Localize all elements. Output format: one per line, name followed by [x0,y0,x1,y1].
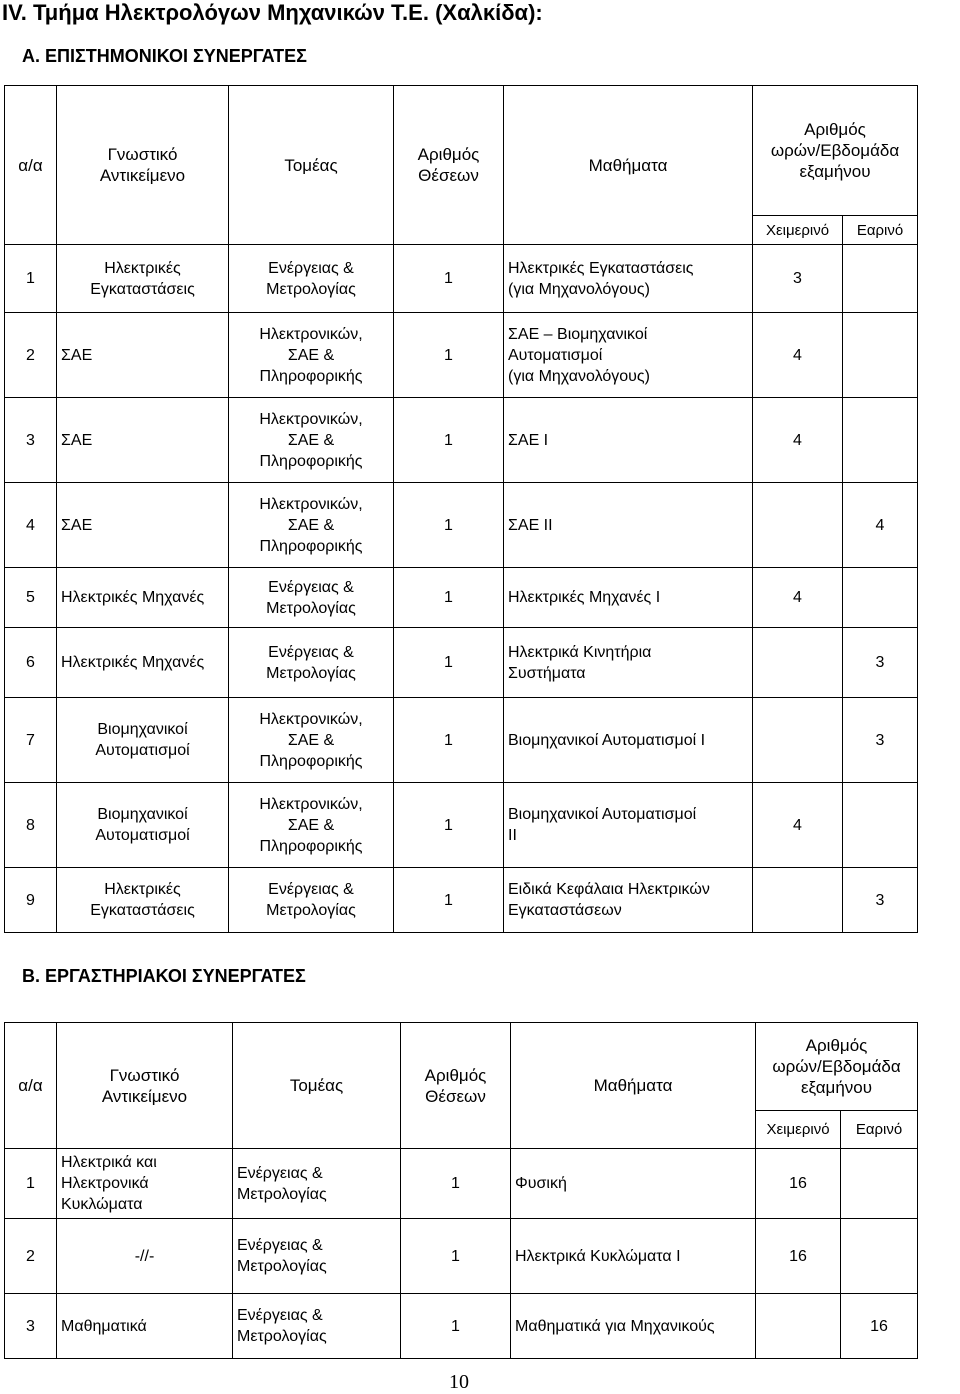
cell-line: ΣΑΕ & [287,346,335,364]
row-number-cell: 2 [5,1219,57,1294]
subject-cell [57,245,229,313]
col-header-courses: Μαθήματα [511,1023,756,1149]
cell-line: Κυκλώματα [61,1196,143,1213]
cell-line: Ηλεκτρικές [104,259,181,277]
subject-cell [57,1219,233,1294]
spring-hours-cell: 3 [843,868,918,933]
cell-line: Ενέργειας & [237,1237,323,1254]
row-number-cell: 2 [5,313,57,398]
cell-line: Μετρολογίας [266,599,356,617]
spring-hours-cell [843,313,918,398]
cell-line: Αυτοματισμοί [95,827,190,844]
sector-cell [233,1149,401,1219]
sector-cell [229,245,394,313]
spring-hours-cell: 3 [843,698,918,783]
course-cell [504,568,753,628]
spring-hours-cell: 4 [843,483,918,568]
cell-line: Ενέργειας & [268,643,354,661]
cell-line: Πληροφορικής [259,452,363,470]
winter-hours-cell: 4 [753,398,843,483]
row-number-cell: 7 [5,698,57,783]
row-number-cell: 9 [5,868,57,933]
row-number-cell: 6 [5,628,57,698]
table-row [5,1149,918,1219]
cell-line: (για Μηχανολόγους) [508,367,650,385]
col-header-subject: Γνωστικό Αντικείμενο [57,1023,233,1149]
winter-hours-cell: 16 [756,1219,841,1294]
cell-line: ΣΑΕ [61,346,93,364]
col-header-winter: Χειμερινό [753,216,843,245]
winter-hours-cell: 3 [753,245,843,313]
positions-cell: 1 [394,398,504,483]
cell-line: Εγκαταστάσεις [90,902,195,919]
course-cell [504,698,753,783]
winter-hours-cell: 4 [753,568,843,628]
positions-cell: 1 [394,868,504,933]
positions-cell: 1 [394,698,504,783]
cell-line: Ενέργειας & [237,1164,323,1182]
cell-line: Πληροφορικής [259,837,363,855]
cell-line: ΣΑΕ [61,431,93,449]
winter-hours-cell [756,1294,841,1359]
table-row [5,628,918,698]
row-number-cell: 3 [5,1294,57,1359]
course-cell [511,1149,756,1219]
course-cell [504,313,753,398]
subject-cell [57,568,229,628]
cell-line: ΣΑΕ & [287,731,335,749]
positions-cell: 1 [394,568,504,628]
section-a-title: Α. ΕΠΙΣΤΗΜΟΝΙΚΟΙ ΣΥΝΕΡΓΑΤΕΣ [22,46,307,66]
col-header-hours: Αριθμός ωρών/Εβδομάδα εξαμήνου [753,86,918,216]
subject-cell [57,628,229,698]
section-b-title: Β. ΕΡΓΑΣΤΗΡΙΑΚΟΙ ΣΥΝΕΡΓΑΤΕΣ [22,966,306,986]
table-row [5,1219,918,1294]
cell-line: Ηλεκτρονικών, [259,410,363,428]
cell-line: ΣΑΕ & [287,516,335,534]
winter-hours-cell [753,868,843,933]
sector-cell [229,398,394,483]
cell-line: Ενέργειας & [268,578,354,596]
course-cell [504,398,753,483]
positions-cell: 1 [394,628,504,698]
col-header-sector: Τομέας [229,86,394,245]
cell-line: ΣΑΕ & [287,431,335,449]
course-cell [504,783,753,868]
row-number-cell: 1 [5,245,57,313]
table-row [5,698,918,783]
cell-line: Μαθηματικά [61,1317,147,1335]
cell-line: ΣΑΕ & [287,816,335,834]
col-header-courses: Μαθήματα [504,86,753,245]
positions-cell: 1 [394,783,504,868]
row-number-cell: 3 [5,398,57,483]
positions-cell: 1 [401,1294,511,1359]
cell-line: Ενέργειας & [268,259,354,277]
cell-line: ΣΑΕ [61,516,93,534]
cell-line: Ηλεκτρονικών, [259,710,363,728]
col-header-aa: α/α [5,86,57,245]
cell-line: Μετρολογίας [266,664,356,682]
subject-cell [57,1294,233,1359]
cell-line: Βιομηχανικοί [97,806,188,823]
spring-hours-cell [843,245,918,313]
table-row [5,868,918,933]
spring-hours-cell [843,568,918,628]
subject-cell [57,783,229,868]
table-row [5,398,918,483]
cell-line: Πληροφορικής [259,367,363,385]
course-cell [511,1294,756,1359]
spring-hours-cell [843,783,918,868]
cell-line: Συστήματα [508,664,586,682]
cell-line: ΣΑΕ Ι [508,431,549,449]
table-row [5,313,918,398]
col-header-aa: α/α [5,1023,57,1149]
table-body [5,245,918,933]
scientific-collaborators-table [4,85,918,933]
winter-hours-cell [753,483,843,568]
page-heading: IV. Τμήμα Ηλεκτρολόγων Μηχανικών Τ.Ε. (Χαλκίδα): [2,0,543,25]
subject-cell [57,313,229,398]
page-number: 10 [449,1371,469,1393]
winter-hours-cell: 4 [753,783,843,868]
spring-hours-cell: 16 [841,1294,918,1359]
cell-line: Μετρολογίας [237,1328,327,1345]
spring-hours-cell [841,1149,918,1219]
cell-line: ΙΙ [508,827,517,844]
subject-cell [57,1149,233,1219]
cell-line: Μετρολογίας [266,902,356,919]
cell-line: Βιομηχανικοί [97,721,188,738]
col-header-spring: Εαρινό [841,1111,918,1149]
table-body [5,1149,918,1359]
cell-line: Μετρολογίας [266,280,356,298]
subject-cell [57,868,229,933]
row-number-cell: 1 [5,1149,57,1219]
col-header-subject: Γνωστικό Αντικείμενο [57,86,229,245]
cell-line: ΣΑΕ ΙΙ [508,516,553,534]
winter-hours-cell: 16 [756,1149,841,1219]
cell-line: Ηλεκτρικές Μηχανές [61,654,205,671]
col-header-hours: Αριθμός ωρών/Εβδομάδα εξαμήνου [756,1023,918,1111]
winter-hours-cell: 4 [753,313,843,398]
cell-line: Φυσική [515,1175,567,1192]
col-header-spring: Εαρινό [843,216,918,245]
col-header-positions: Αριθμός Θέσεων [394,86,504,245]
row-number-cell: 4 [5,483,57,568]
cell-line: Μαθηματικά για Μηχανικούς [515,1317,715,1335]
sector-cell [229,483,394,568]
row-number-cell: 5 [5,568,57,628]
cell-line: Ηλεκτρικά και [61,1154,157,1171]
cell-line: Εγκαταστάσεων [508,902,622,919]
positions-cell: 1 [394,313,504,398]
cell-line: Ηλεκτρικές Μηχανές Ι [508,589,661,606]
sector-cell [233,1219,401,1294]
cell-line: Αυτοματισμοί [508,346,603,364]
cell-line: Βιομηχανικοί Αυτοματισμοί Ι [508,731,706,749]
positions-cell: 1 [394,483,504,568]
cell-line: Ηλεκτρικά Κυκλώματα Ι [515,1247,681,1265]
col-header-winter: Χειμερινό [756,1111,841,1149]
sector-cell [229,698,394,783]
winter-hours-cell [753,628,843,698]
subject-cell [57,483,229,568]
table-header-row [5,86,918,216]
cell-line: Μετρολογίας [237,1258,327,1275]
cell-line: Ηλεκτρονικών, [259,495,363,513]
col-header-positions: Αριθμός Θέσεων [401,1023,511,1149]
cell-line: Ηλεκτρικές Μηχανές [61,589,205,606]
positions-cell: 1 [401,1219,511,1294]
positions-cell: 1 [394,245,504,313]
sector-cell [229,628,394,698]
cell-line: Ηλεκτρικά Κινητήρια [508,643,652,661]
course-cell [504,245,753,313]
table-row [5,483,918,568]
sector-cell [229,568,394,628]
table-row [5,245,918,313]
sector-cell [229,783,394,868]
cell-line: -//- [134,1247,155,1265]
subject-cell [57,698,229,783]
cell-line: Βιομηχανικοί Αυτοματισμοί [508,806,697,823]
cell-line: Ηλεκτρικές Εγκαταστάσεις [508,259,694,277]
cell-line: Ηλεκτρικές [104,881,181,898]
cell-line: Ενέργειας & [268,881,354,898]
table-row [5,1294,918,1359]
cell-line: Πληροφορικής [259,537,363,555]
spring-hours-cell: 3 [843,628,918,698]
table-header-row [5,1023,918,1111]
table-row [5,568,918,628]
cell-line: Ενέργειας & [237,1307,323,1324]
sector-cell [233,1294,401,1359]
spring-hours-cell [841,1219,918,1294]
cell-line: Πληροφορικής [259,752,363,770]
cell-line: ΣΑΕ – Βιομηχανικοί [508,325,648,343]
winter-hours-cell [753,698,843,783]
cell-line: Αυτοματισμοί [95,742,190,759]
cell-line: (για Μηχανολόγους) [508,280,650,298]
course-cell [504,628,753,698]
cell-line: Εγκαταστάσεις [90,280,195,298]
cell-line: Ειδικά Κεφάλαια Ηλεκτρικών [508,881,710,898]
spring-hours-cell [843,398,918,483]
cell-line: Ηλεκτρονικών, [259,795,363,813]
subject-cell [57,398,229,483]
table-row [5,783,918,868]
course-cell [504,868,753,933]
cell-line: Μετρολογίας [237,1185,327,1203]
cell-line: Ηλεκτρονικά [61,1175,149,1192]
positions-cell: 1 [401,1149,511,1219]
col-header-sector: Τομέας [233,1023,401,1149]
course-cell [511,1219,756,1294]
course-cell [504,483,753,568]
sector-cell [229,313,394,398]
lab-collaborators-table [4,1022,918,1359]
cell-line: Ηλεκτρονικών, [259,325,363,343]
sector-cell [229,868,394,933]
row-number-cell: 8 [5,783,57,868]
